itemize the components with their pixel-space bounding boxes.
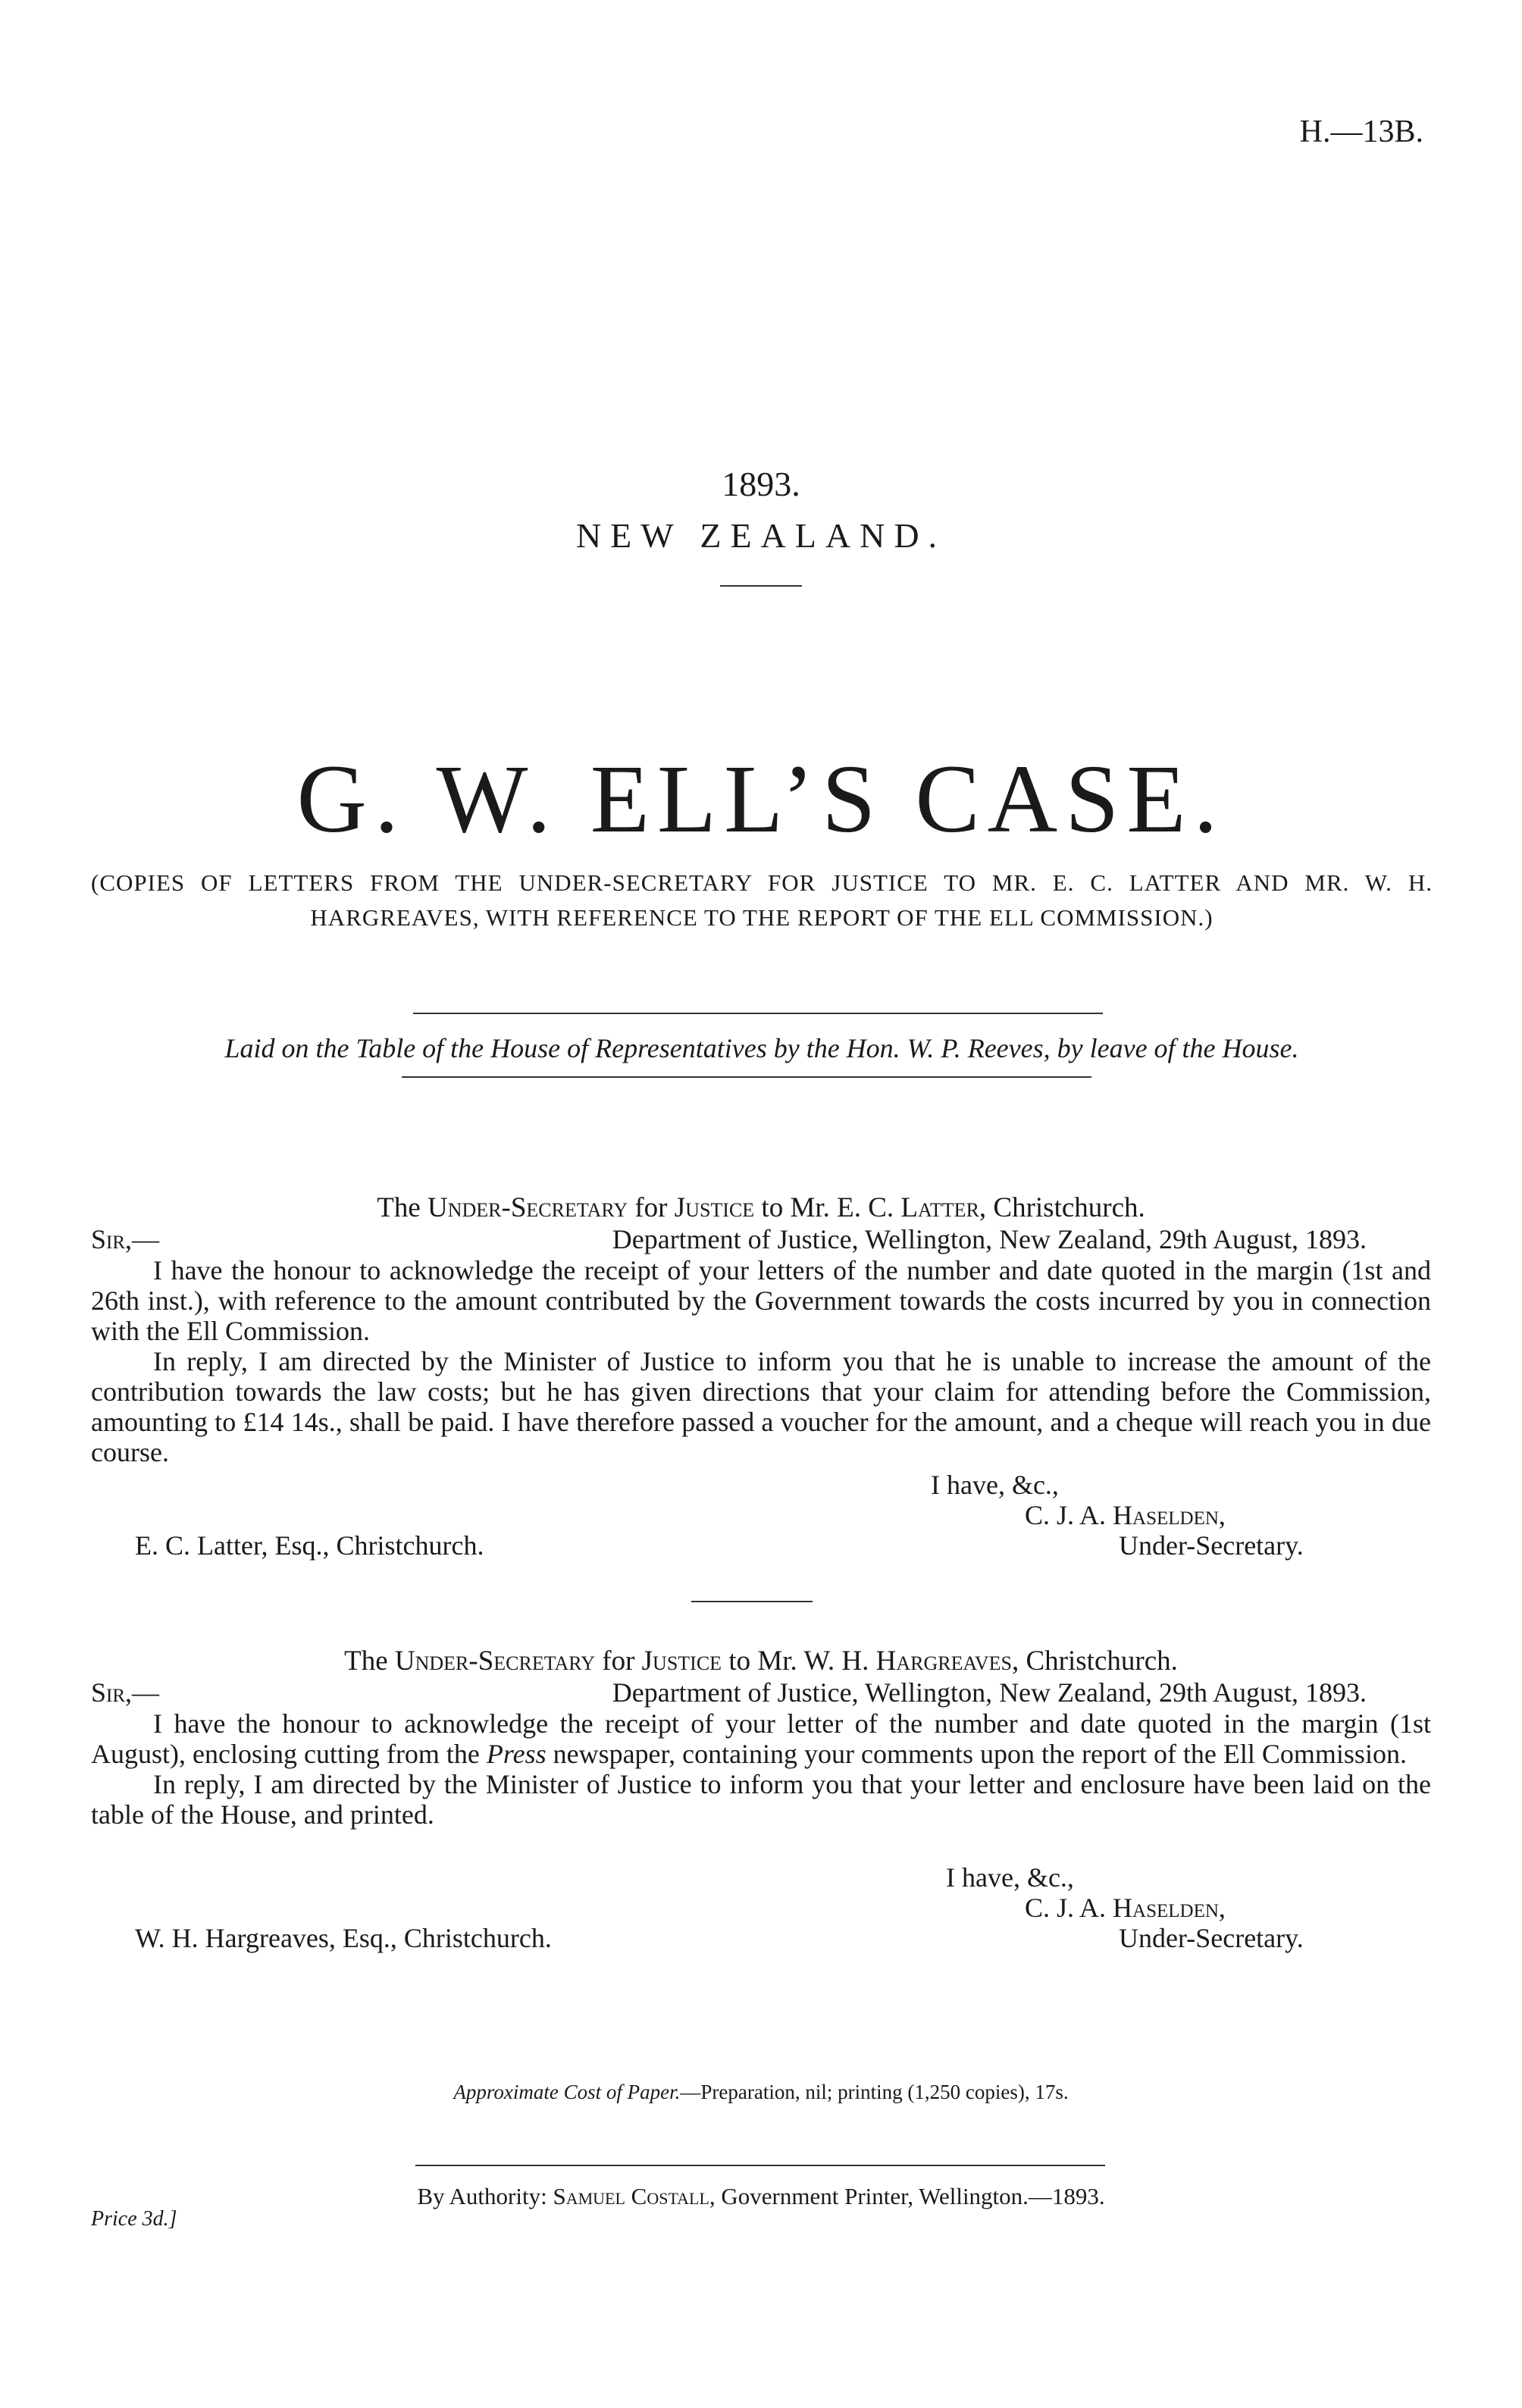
salutation: Sir,— (91, 1677, 160, 1708)
sender-title: Under-Secretary (394, 1646, 595, 1677)
document-title: G. W. ELL’S CASE. (296, 745, 1226, 853)
letter-paragraph: In reply, I am directed by the Minister of Justice to inform you that he is unable to increase the amount of the contribution towards the law costs; but he has given directions that your claim for attending before the Commission, amounting to £14 14s., shall be paid. I have therefore passed a voucher for the amount, and a cheque will reach you in due course. (91, 1346, 1431, 1467)
document-subtitle: (COPIES OF LETTERS FROM THE UNDER-SECRETARY FOR JUSTICE TO MR. E. C. LATTER AND MR. W. H. HARGREAVES, WITH REFERENCE TO THE REPORT OF THE ELL COMMISSION.) (91, 869, 1433, 931)
letter-heading: The Under-Secretary for Justice to Mr. E. C. Latter, Christchurch. (377, 1192, 1145, 1223)
signature-title: Under-Secretary. (1119, 1530, 1304, 1561)
recipient-surname: Latter (900, 1192, 979, 1223)
signature-title: Under-Secretary. (1119, 1923, 1304, 1953)
addressee: E. C. Latter, Esq., Christchurch. (135, 1530, 484, 1561)
signature: C. J. A. Haselden, (1025, 1893, 1226, 1923)
country-heading: NEW ZEALAND. (575, 516, 947, 555)
dateline: Department of Justice, Wellington, New Zealand, 29th August, 1893. (612, 1677, 1367, 1708)
dateline: Department of Justice, Wellington, New Zealand, 29th August, 1893. (612, 1224, 1367, 1254)
divider-rule (415, 2165, 1105, 2166)
divider-rule (691, 1601, 813, 1602)
closing: I have, &c., (946, 1862, 1074, 1893)
sender-title: Under-Secretary (427, 1192, 628, 1223)
recipient-surname: Hargreaves (875, 1646, 1012, 1677)
price: Price 3d.] (91, 2207, 177, 2231)
closing: I have, &c., (931, 1470, 1059, 1500)
divider-rule (720, 585, 802, 587)
letter-body (91, 1708, 1431, 1830)
addressee: W. H. Hargreaves, Esq., Christchurch. (135, 1923, 552, 1953)
divider-rule (402, 1076, 1091, 1078)
divider-rule (413, 1013, 1103, 1014)
department: Justice (674, 1192, 755, 1223)
laid-on-table-notice: Laid on the Table of the House of Representatives by the Hon. W. P. Reeves, by leave of the House. (224, 1033, 1299, 1063)
department: Justice (641, 1646, 722, 1677)
letter-paragraph: I have the honour to acknowledge the receipt of your letters of the number and date quoted in the margin (1st and 26th inst.), with reference to the amount contributed by the Government towards the costs incurred by you in connection with the Ell Commission. (91, 1255, 1431, 1346)
year: 1893. (722, 465, 800, 503)
cost-of-paper: Approximate Cost of Paper.—Preparation, nil; printing (1,250 copies), 17s. (453, 2081, 1069, 2103)
page-reference: H.—13B. (1299, 114, 1423, 149)
newspaper-name: Press (486, 1739, 546, 1769)
letter-paragraph: I have the honour to acknowledge the receipt of your letter of the number and date quoted in the margin (1st August), enclosing cutting from the Press newspaper, containing your comments upon the report of the Ell Commission. (91, 1708, 1431, 1769)
printer-authority: By Authority: Samuel Costall, Government Printer, Wellington.—1893. (417, 2183, 1105, 2209)
signature: C. J. A. Haselden, (1025, 1500, 1226, 1530)
salutation: Sir,— (91, 1224, 160, 1254)
letter-body (91, 1255, 1431, 1467)
letter-paragraph: In reply, I am directed by the Minister of Justice to inform you that your letter and enclosure have been laid on the table of the House, and printed. (91, 1769, 1431, 1830)
letter-heading: The Under-Secretary for Justice to Mr. W. H. Hargreaves, Christchurch. (344, 1646, 1178, 1677)
